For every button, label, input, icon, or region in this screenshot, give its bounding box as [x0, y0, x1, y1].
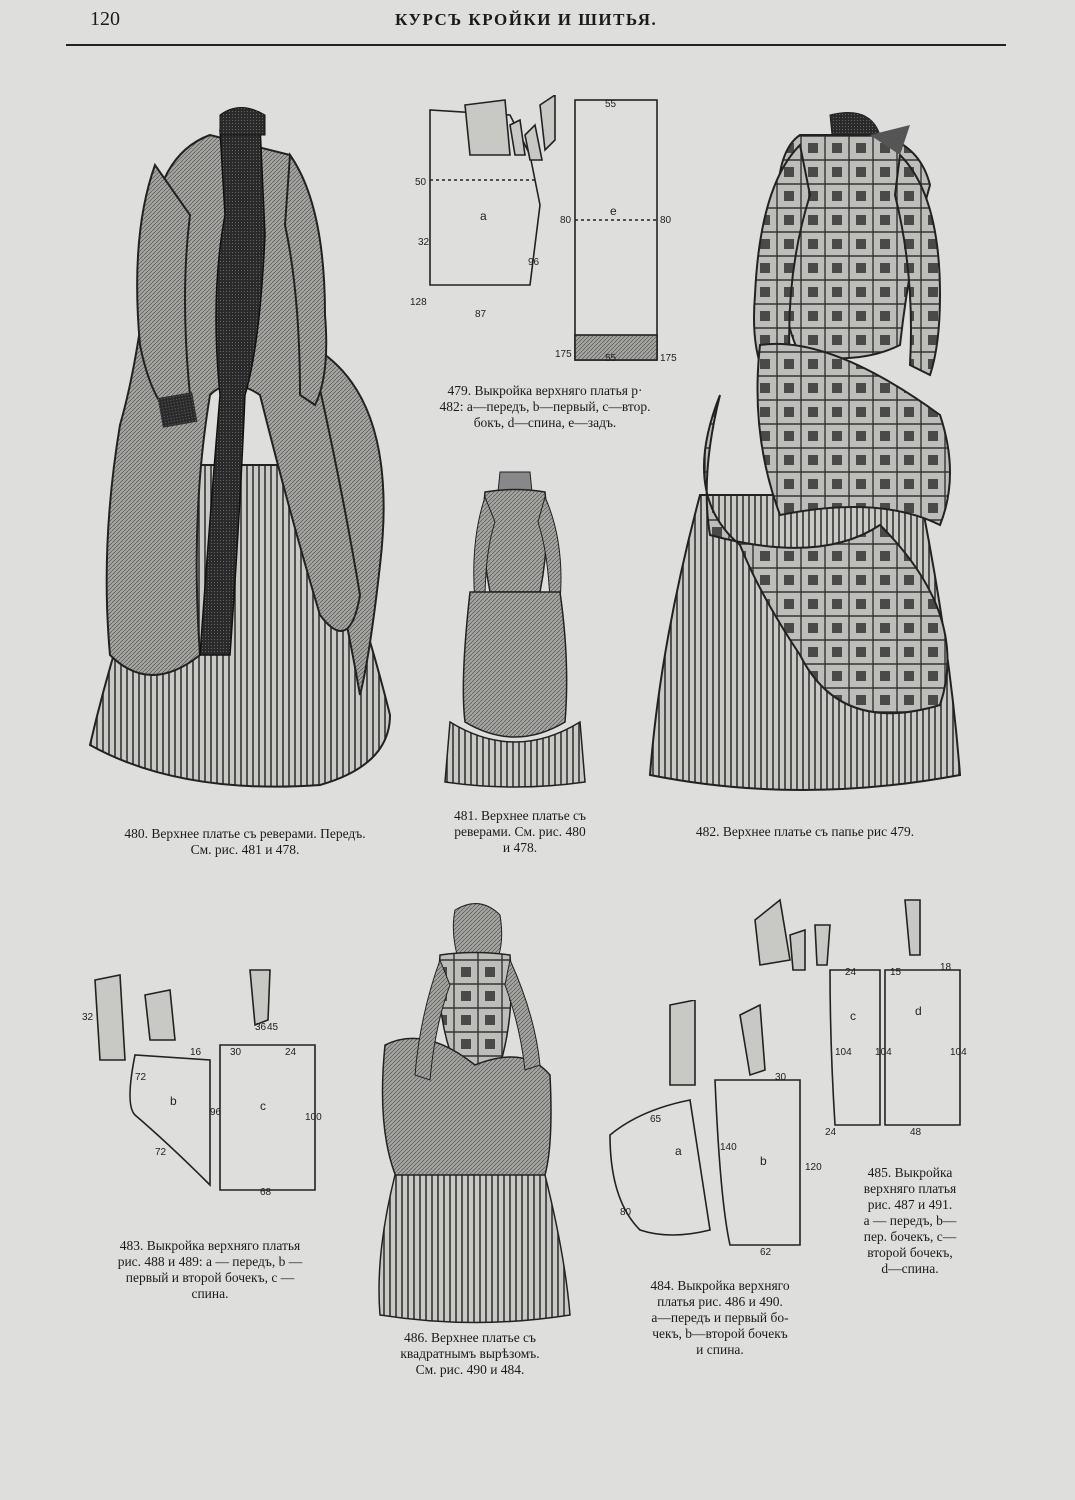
pattern-label: 18: [940, 962, 952, 973]
caption-481: 481. Верхнее платье съ реверами. См. рис. 480 и 478.: [453, 808, 587, 855]
caption-479: 479. Выкройка верхняго платья р· 482: a—передъ, b—первый, c—втор. бокъ, d—спина, e—задъ.: [439, 383, 651, 430]
pattern-label: 32: [82, 1012, 94, 1023]
pattern-label: 80: [560, 215, 572, 226]
page-header: [0, 0, 1075, 50]
pattern-label: 140: [720, 1142, 737, 1153]
pattern-label: 80: [620, 1207, 632, 1218]
pattern-label: 175: [660, 353, 677, 364]
pattern-label: 24: [285, 1047, 297, 1058]
pattern-diagram-483: [80, 965, 340, 1200]
caption-483: 483. Выкройка верхняго платья рис. 488 и 489: a — передъ, b — первый и второй бочекъ, c — спина.: [117, 1238, 303, 1301]
running-title: КУРСЪ КРОЙКИ И ШИТЬЯ.: [395, 10, 658, 29]
pattern-label: 24: [845, 967, 857, 978]
pattern-label: 36: [255, 1022, 267, 1033]
caption-485: 485. Выкройка верхняго платья рис. 487 и 491. a — передъ, b— пер. бочекъ, c— второй бочекъ, d—спина.: [863, 1165, 957, 1276]
dress-illustration-480: [60, 95, 420, 810]
pattern-label: 175: [555, 349, 572, 360]
dress-illustration-486: [365, 895, 585, 1325]
pattern-label: d: [915, 1004, 922, 1018]
pattern-label: 45: [267, 1022, 279, 1033]
pattern-label: e: [610, 204, 617, 218]
pattern-label: 55: [605, 99, 617, 110]
caption-480: 480. Верхнее платье съ реверами. Передъ. См. рис. 481 и 478.: [124, 826, 366, 857]
pattern-label: 72: [135, 1072, 147, 1083]
pattern-label: 55: [605, 353, 617, 364]
pattern-label: a: [480, 209, 487, 223]
pattern-label: 15: [890, 967, 902, 978]
pattern-label: b: [760, 1154, 767, 1168]
pattern-label: 80: [660, 215, 672, 226]
pattern-label: 96: [210, 1107, 222, 1118]
pattern-label: 50: [415, 177, 427, 188]
dress-illustration-482: [640, 95, 990, 800]
pattern-label: a: [675, 1144, 682, 1158]
pattern-label: 68: [260, 1187, 272, 1198]
pattern-label: 24: [825, 1127, 837, 1138]
pattern-label: 100: [305, 1112, 322, 1123]
pattern-label: 96: [528, 257, 540, 268]
caption-482: 482. Верхнее платье съ папье рис 479.: [695, 824, 915, 839]
pattern-label: 62: [760, 1247, 772, 1258]
pattern-label: 48: [910, 1127, 922, 1138]
pattern-label: c: [260, 1099, 266, 1113]
pattern-label: 72: [155, 1147, 167, 1158]
caption-486: 486. Верхнее платье съ квадратнымъ вырѣзомъ. См. рис. 490 и 484.: [400, 1330, 540, 1377]
pattern-label: 120: [805, 1162, 822, 1173]
pattern-label: 16: [190, 1047, 202, 1058]
pattern-label: c: [850, 1009, 856, 1023]
pattern-diagram-485: [745, 895, 980, 1140]
pattern-label: 104: [950, 1047, 967, 1058]
pattern-label: 104: [835, 1047, 852, 1058]
pattern-label: 32: [418, 237, 430, 248]
pattern-label: 30: [230, 1047, 242, 1058]
pattern-label: b: [170, 1094, 177, 1108]
dress-illustration-481: [440, 462, 590, 792]
pattern-label: 128: [410, 297, 427, 308]
pattern-label: 65: [650, 1114, 662, 1125]
header-rule: [66, 44, 1006, 46]
caption-484: 484. Выкройка верхняго платья рис. 486 и 490. a—передъ и первый бо- чекъ, b—второй бочекъ и спина.: [650, 1278, 790, 1357]
page-number: 120: [90, 8, 120, 30]
pattern-label: 87: [475, 309, 487, 320]
pattern-label: 30: [775, 1072, 787, 1083]
pattern-label: 104: [875, 1047, 892, 1058]
